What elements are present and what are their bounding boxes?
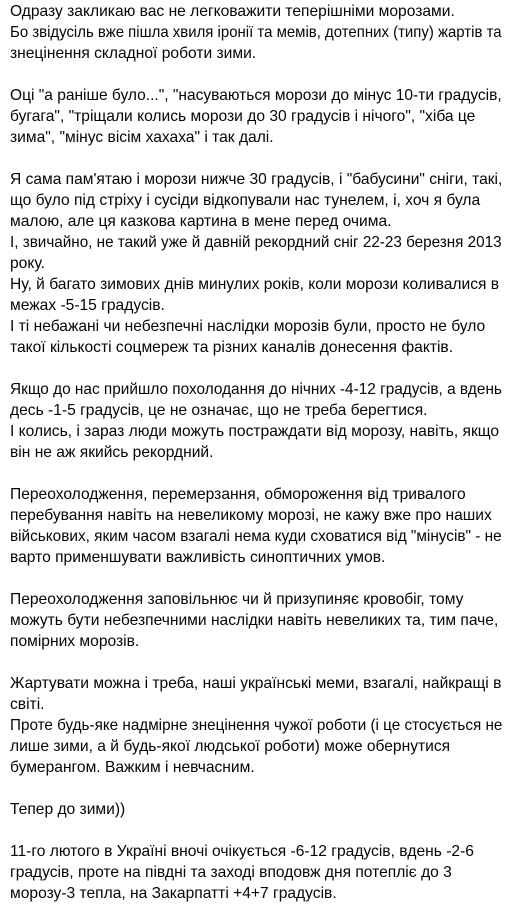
paragraph-jokes (10, 673, 502, 778)
text-line: що було під стріху і сусіди відкопували нас тунелем, і, хоч я була (10, 192, 481, 209)
paragraph-hypothermia (10, 484, 502, 568)
text-line: такої кількості соцмереж та різних каналів донесення фактів. (10, 339, 454, 356)
paragraph-cooling (10, 379, 502, 463)
text-line: градусів, проте на півдні та заході вподовж дня потепліє до 3 (10, 864, 452, 881)
text-line: Тепер до зими)) (10, 801, 126, 818)
text-line: військових, яким часом взагалі нема куди сховатися від "мінусів" - не (10, 528, 502, 545)
text-line: він не аж якийсь рекордний. (10, 444, 214, 461)
text-line: Оці "а раніше було...", "насуваються морози до мінус 10-ти градусів, (10, 87, 502, 104)
text-line: Якщо до нас прийшло похолодання до нічних -4-12 градусів, а вдень (10, 381, 502, 398)
text-line: І, звичайно, не такий уже й давній рекордний сніг 22-23 березня 2013 (10, 234, 502, 251)
text-line: Я сама пам'ятаю і морози нижче 30 градусів, і "бабусини" сніги, такі, (10, 171, 503, 188)
text-line: знецінення складної роботи зими. (10, 45, 257, 62)
text-line: межах -5-15 градусів. (10, 297, 165, 314)
paragraph-transition (10, 799, 502, 820)
text-line: Переохолодження, перемерзання, обмороження від тривалого (10, 486, 466, 503)
text-line: десь -1-5 градусів, це не означає, що не треба берегтися. (10, 402, 428, 419)
text-line: року. (10, 255, 45, 272)
text-line: перебування навіть на невеликому морозі, не кажу вже про наших (10, 507, 492, 524)
text-line: помірних морозів. (10, 633, 140, 650)
text-line: можуть бути небезпечними наслідки навіть невеликих та, тим паче, (10, 612, 499, 629)
paragraph-forecast (10, 841, 502, 904)
text-line: зима", "мінус вісім хахаха" і так далі. (10, 129, 274, 146)
text-line: Проте будь-яке надмірне знецінення чужої роботи (і це стосується не (10, 717, 503, 734)
paragraph-memories (10, 169, 502, 358)
text-line: Жартувати можна і треба, наші українські меми, взагалі, найкращі в (10, 675, 502, 692)
text-line: світі. (10, 696, 45, 713)
text-line: бумерангом. Важким і невчасним. (10, 759, 255, 776)
text-line: Бо звідусіль вже пішла хвиля іронії та мемів, дотепних (типу) жартів та (10, 24, 502, 41)
text-line: морозу-3 тепла, на Закарпатті +4+7 градусів. (10, 885, 337, 902)
text-line: лише зими, а й будь-якої людської роботи) може обернутися (10, 738, 451, 755)
paragraph-intro (10, 1, 502, 64)
text-line: бугага", "тріщали колись морози до 30 градусів і нічого", "хіба це (10, 108, 476, 125)
paragraph-quotes (10, 85, 502, 148)
text-line: Переохолодження заповільнює чи й призупиняє кровобіг, тому (10, 591, 464, 608)
text-line: І колись, і зараз люди можуть постраждати від морозу, навіть, якщо (10, 423, 500, 440)
text-line: 11-го лютого в Україні вночі очікується -6-12 градусів, вдень -2-6 (10, 843, 474, 860)
paragraph-bloodflow (10, 589, 502, 652)
text-line: малою, але ця казкова картина в мене перед очима. (10, 213, 392, 230)
text-line: І ті небажані чи небезпечні наслідки морозів були, просто не було (10, 318, 486, 335)
text-line: Ну, й багато зимових днів минулих років, коли морози коливалися в (10, 276, 500, 293)
text-line: Одразу закликаю вас не легковажити теперішніми морозами. (10, 3, 455, 20)
text-line: варто применшувати важливість синоптичних умов. (10, 549, 386, 566)
